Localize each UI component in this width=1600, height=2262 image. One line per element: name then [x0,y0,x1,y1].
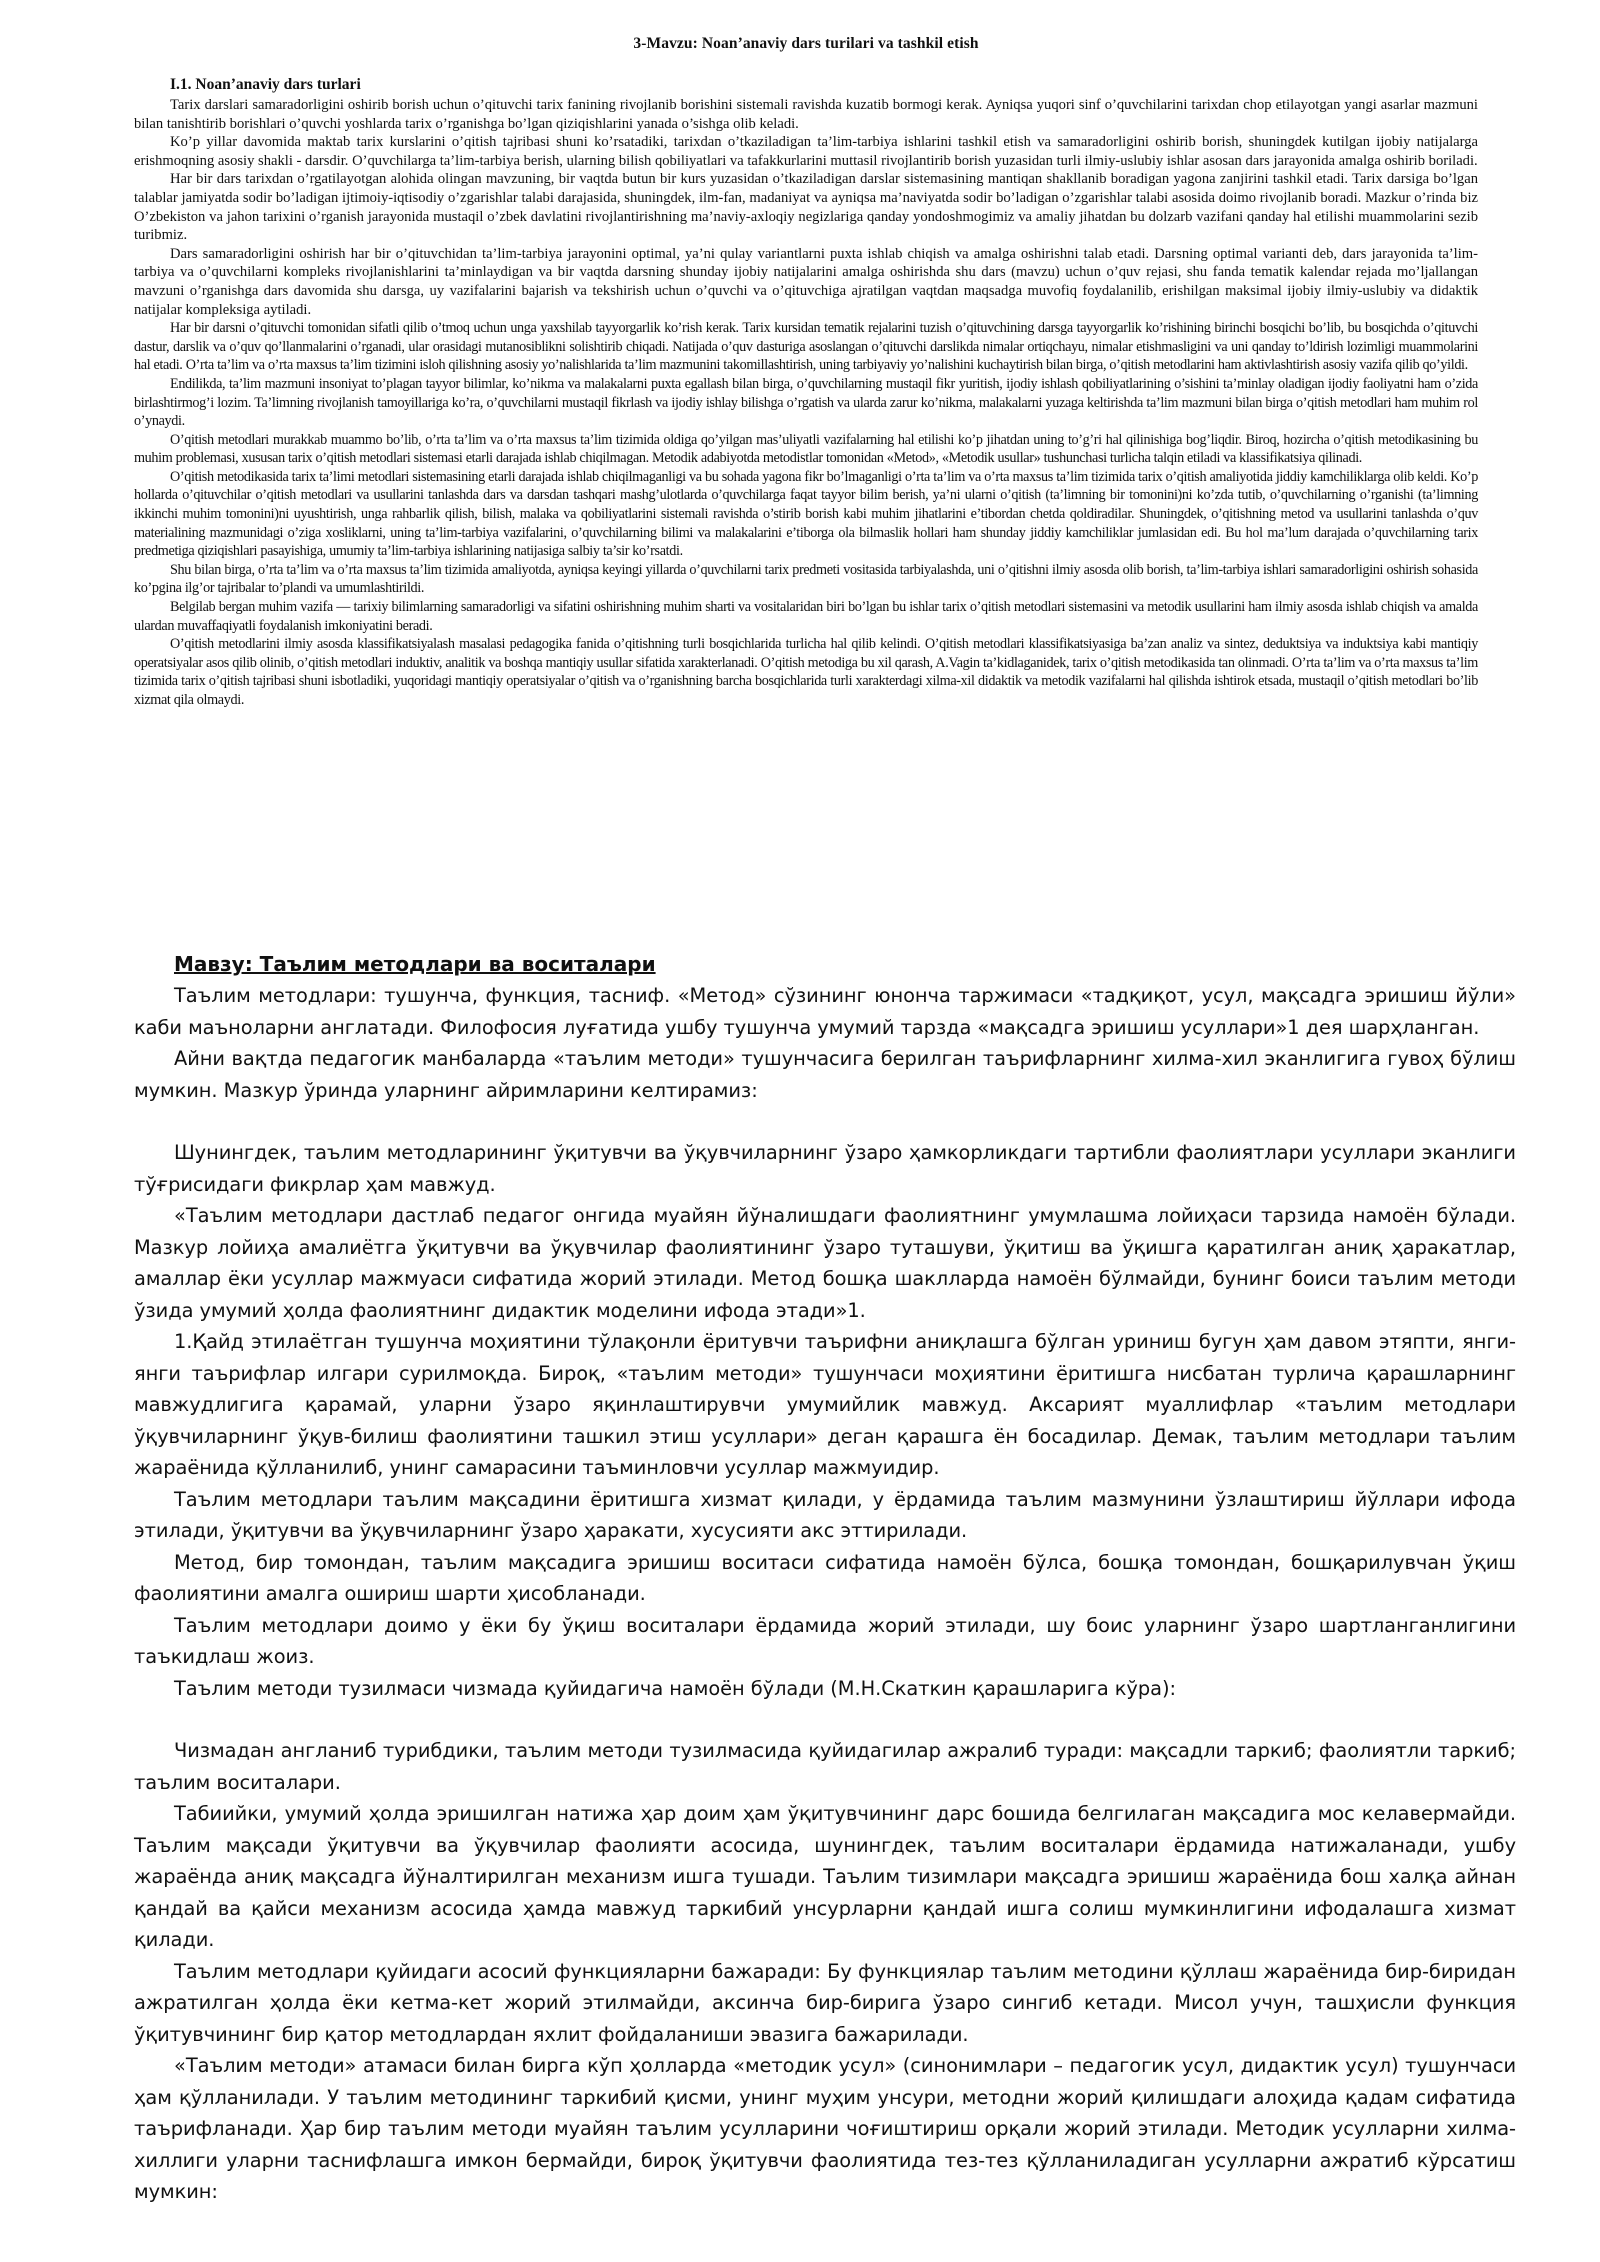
topic-heading: Мавзу: Таълим методлари ва воситалари [174,952,656,976]
blank-line [134,1106,1516,1137]
paragraph: Har bir darsni o’qituvchi tomonidan sifatli qilib o’tmoq uchun unga yaxshilab tayyorgarlik ko’rish kerak. Tarix kursidan tematik rejalarini tuzish o’qituvchining darsga tayyorgarlik ko’rishining birinchi bosqichi bo’lib, bu bosqichda o’qituvchi dastur, darslik va o’quv qo’llanmalarini o’rganadi, ular orasidagi mutanosiblikni solishtirib chiqadi. Natijada o’quv dasturiga asoslangan o’qituvchi darslikda nimalar ortiqchayu, nimalar etishmasligini va uni qanday to’ldirish lozimligi muammolarini hal etadi. O’rta ta’lim va o’rta maxsus ta’lim tizimini isloh qilishning asosiy yo’nalishlarida ta’lim mazmunini takomillashtirish, uning tarbiyaviy yo’nalishini kuchaytirish bilan birga, o’qitish metodlarini ham aktivlashtirish asosiy vazifa qilib qo’yildi. [134,320,1478,374]
section-cyrillic [134,950,1516,2208]
paragraph: Shu bilan birga, o’rta ta’lim va o’rta maxsus ta’lim tizimida amaliyotda, ayniqsa keyingi yillarda o’quvchilarni tarix predmeti vositasida tarbiyalashda, uni o’qitishni ilmiy asosda olib borish, ta’lim-tarbiya ishlari samaradorligini oshirish sohasida ko’pgina ilg’or tajribalar to’plandi va umumlashtirildi. [134,561,1478,597]
blank-line [134,1704,1516,1735]
paragraph: O’qitish metodikasida tarix ta’limi metodlari sistemasining etarli darajada ishlab chiqilmaganligi va bu sohada yagona fikr bo’lmaganligi o’rta ta’lim va o’rta maxsus ta’lim tizimida tarix o’qitish amaliyotida jiddiy kamchiliklarga olib keldi. Ko’p hollarda o’qituvchilar o’qitish metodlari va usullarini tanlashda dars va darsdan tashqari mashg’ulotlarda o’quvchilarga faqat tayyor bilim berish, ya’ni ularni o’qitish (ta’limning bir tomonini)ni ko’zda tutib, o’quvchilarning o’rganishi (ta’limning ikkinchi muhim tomonini)ni uyushtirish, unga rahbarlik qilish, bilish, malaka va qobiliyatlarini sistemali ravishda o’stirib borish kabi muhim jihatlarini e’tibordan chetda qoldiradilar. Shuningdek, o’qitishning metod va usullarini tanlashda o’quv materialining mazmunidagi o’ziga xosliklarni, uning ta’lim-tarbiya vazifalarini, o’quvchilarning bilimi va malakalarini e’tiborga ola bilmaslik hollari ham shunday jiddiy kamchiliklar jumlasidan edi. Bu hol ma’lum darajada o’quvchilarning tarix predmetiga qiziqishlari pasayishiga, umumiy ta’lim-tarbiya ishlarining natijasiga salbiy ta’sir ko’rsatdi. [134,468,1478,560]
paragraph: Метод, бир томондан, таълим мақсадига эришиш воситаси сифатида намоён бўлса, бошқа томондан, бошқарилувчан ўқиш фаолиятини амалга ошириш шарти ҳисобланади. [134,1550,1516,1605]
paragraph: O’qitish metodlari murakkab muammo bo’lib, o’rta ta’lim va o’rta maxsus ta’lim tizimida oldiga qo’yilgan mas’uliyatli vazifalarning hal etilishi ko’p jihatdan uning to’g’ri hal qilinishiga bog’liqdir. Biroq, hozircha o’qitish metodikasining bu muhim problemasi, xususan tarix o’qitish metodlari sistemasi etarli darajada ishlab chiqilmagan. Metodik adabiyotda metodistlar tomonidan «Metod», «Metodik usullar» tushunchasi turlicha talqin etiladi va klassifikatsiya qilinadi. [134,431,1478,467]
paragraph: «Таълим методлари дастлаб педагог онгида муайян йўналишдаги фаолиятнинг умумлашма лойиҳаси тарзида намоён бўлади. Мазкур лойиҳа амалиётга ўқитувчи ва ўқувчилар фаолиятининг ўзаро туташуви, ўқитиш ва ўқишга қаратилган аниқ ҳаракатлар, амаллар ёки усуллар мажмуаси сифатида жорий этилади. Метод бошқа шаклларда намоён бўлмайди, бунинг боиси таълим методи ўзида умумий ҳолда фаолиятнинг дидактик моделини ифода этади»1. [134,1204,1516,1322]
paragraph: 1.Қайд этилаётган тушунча моҳиятини тўлақонли ёритувчи таърифни аниқлашга бўлган уриниш бугун ҳам давом этяпти, янги-янги таърифлар илгари сурилмоқда. Бироқ, «таълим методи» тушунчаси моҳиятини ёритишга нисбатан турлича қарашларнинг мавжудлигига қарамай, уларни ўзаро яқинлаштирувчи умумийлик мавжуд. Аксарият муаллифлар «таълим методлари ўқувчиларнинг ўқув-билиш фаолиятини ташкил этиш усуллари» деган қарашга ён босадилар. Демак, таълим методлари таълим жараёнида қўлланилиб, унинг самарасини таъминловчи усуллар мажмуидир. [134,1330,1516,1479]
section-subheading: I.1. Noan’anaviy dars turlari [170,76,361,93]
paragraph: Чизмадан англаниб турибдики, таълим методи тузилмасида қуйидагилар ажралиб туради: мақсадли таркиб; фаолиятли таркиб; таълим воситалари. [134,1739,1516,1794]
paragraph: Belgilab bergan muhim vazifa — tarixiy bilimlarning samaradorligi va sifatini oshirishning muhim sharti va vositalaridan biri bo’lgan bu ishlar tarix o’qitish metodlari sistemasini va metodik usullarini ham ilmiy asosda ishlab chiqish va amalda ulardan muvaffaqiyatli foydalanish imkoniyatini beradi. [134,599,1478,634]
section-uzbek-latin [134,34,1478,710]
paragraph: Табиийки, умумий ҳолда эришилган натижа ҳар доим ҳам ўқитувчининг дарс бошида белгилаган мақсадига мос келавермайди. Таълим мақсади ўқитувчи ва ўқувчилар фаолияти асосида, шунингдек, таълим воситалари ёрдамида натижаланади, ушбу жараёнда аниқ мақсадга йўналтирилган механизм ишга тушади. Таълим тизимлари мақсадга эришиш жараёнида бош халқа айнан қандай ва қайси механизм асосида ҳамда мавжуд таркибий унсурларни қандай ишга солиш мумкинлигини ифодалашга хизмат қилади. [134,1802,1516,1951]
paragraph: Айни вақтда педагогик манбаларда «таълим методи» тушунчасига берилган таърифларнинг хилма-хил эканлигига гувоҳ бўлиш мумкин. Мазкур ўринда уларнинг айримларини келтирамиз: [134,1047,1516,1102]
paragraph: Dars samaradorligini oshirish har bir o’qituvchidan ta’lim-tarbiya jarayonini optimal, ya’ni qulay variantlarni puxta ishlab chiqish va amalga oshirishni talab etadi. Darsning optimal varianti deb, dars jarayonida ta’lim-tarbiya va o’quvchilarni kompleks rivojlanishlarini ta’minlaydigan va bir vaqtda darsning shunday ijobiy natijalarini amalga oshirishda shu dars (mavzu) uchun o’quv rejasi, shu fanda tematik kalendar rejada mo’ljallangan mavzuni o’rganishga dars davomida shu darsga, uy vazifalarini bajarish va tekshirish uchun o’quvchi va o’qituvchiga ajratilgan vaqtdan maqsadga muvofiq foydalanilib, erishilgan maksimal ijobiy ilmiy-uslubiy va didaktik natijalar kompleksiga aytiladi. [134,245,1478,318]
document-title: 3-Mavzu: Noan’anaviy dars turilari va tashkil etish [633,35,979,52]
paragraph: Таълим методи тузилмаси чизмада қуйидагича намоён бўлади (М.Н.Скаткин қарашларига кўра): [174,1676,1176,1700]
paragraph: «Таълим методи» атамаси билан бирга кўп ҳолларда «методик усул» (синонимлари – педагогик усул, дидактик усул) тушунчаси ҳам қўлланилади. У таълим методининг таркибий қисми, унинг муҳим унсури, методни жорий қилишдаги алоҳида қадам сифатида таърифланади. Ҳар бир таълим методи муайян таълим усулларини чоғиштириш орқали жорий этилади. Методик усулларни хилма-хиллиги уларни таснифлашга имкон бермайди, бироқ ўқитувчи фаолиятида тез-тез қўлланиладиган усулларни ажратиб кўрсатиш мумкин: [134,2054,1516,2203]
paragraph: O’qitish metodlarini ilmiy asosda klassifikatsiyalash masalasi pedagogika fanida o’qitishning turli bosqichlarida turlicha hal qilib kelindi. O’qitish metodlari klassifikatsiyasiga ba’zan analiz va sintez, deduktsiya va induktsiya kabi mantiqiy operatsiyalar asos qilib olinib, o’qitish metodlari induktiv, analitik va boshqa mantiqiy usullar sifatida xarakterlanadi. O’qitish metodiga bu xil qarash, A.Vagin ta’kidlaganidek, tarix o’qitish metodikasida tan olinmadi. O’rta ta’lim va o’rta maxsus ta’lim tizimida tarix o’qitish tajribasi shuni isbotladiki, yuqoridagi mantiqiy operatsiyalar o’qitish va o’rganishning barcha bosqichlarida turli xarakterdagi xilma-xil didaktik va metodik vazifalarni hal qilishda ishtirok etsada, mustaqil o’qitish metodlari bo’lib xizmat qila olmaydi. [134,636,1478,708]
paragraph: Таълим методлари доимо у ёки бу ўқиш воситалари ёрдамида жорий этилади, шу боис уларнинг ўзаро шартланганлигини таъкидлаш жоиз. [134,1613,1516,1668]
paragraph: Tarix darslari samaradorligini oshirib borish uchun o’qituvchi tarix fanining rivojlanib borishini sistemali ravishda kuzatib bormogi kerak. Ayniqsa yuqori sinf o’quvchilarini tarixdan chop etilayotgan yangi asarlar mazmuni bilan tanishtirib borishlari o’quvchi yoshlarda tarix o’rganishga bo’lgan qiziqishlarini yanada o’sishga olib keladi. [134,97,1478,132]
paragraph: Таълим методлари: тушунча, функция, тасниф. «Метод» сўзининг юнонча таржимаси «тадқиқот, усул, мақсадга эришиш йўли» каби маъноларни англатади. Филофосия луғатида ушбу тушунча умумий тарзда «мақсадга эришиш усуллари»1 дея шарҳланган. [134,984,1516,1039]
paragraph: Шунингдек, таълим методларининг ўқитувчи ва ўқувчиларнинг ўзаро ҳамкорликдаги тартибли фаолиятлари усуллари эканлиги тўғрисидаги фикрлар ҳам мавжуд. [134,1141,1516,1196]
paragraph: Endilikda, ta’lim mazmuni insoniyat to’plagan tayyor bilimlar, ko’nikma va malakalarni puxta egallash bilan birga, o’quvchilarning mustaqil fikr yuritish, ijodiy ishlash qobiliyatlarining o’sishini ta’minlay oladigan ijodiy faoliyatni ham o’zida birlashtirmog’i lozim. Ta’limning rivojlanish tamoyillariga ko’ra, o’quvchilarni mustaqil fikrlash va ijodiy ishlay bilishga o’rgatish va ularda zarur ko’nikma, malakalarni yuzaga keltirishda ta’lim mazmuni bilan birga o’qitish metodlari ham muhim rol o’ynaydi. [134,375,1478,430]
paragraph: Таълим методлари қуйидаги асосий функцияларни бажаради: Бу функциялар таълим методини қўллаш жараёнида бир-биридан ажратилган ҳолда ёки кетма-кет жорий этилмайди, аксинча бир-бирига ўзаро сингиб кетади. Мисол учун, ташҳисли функция ўқитувчининг бир қатор методлардан яхлит фойдаланиши эвазига бажарилади. [134,1959,1516,2046]
paragraph: Ko’p yillar davomida maktab tarix kurslarini o’qitish tajribasi shuni ko’rsatadiki, tarixdan o’tkaziladigan ta’lim-tarbiya ishlarini tashkil etish va samaradorligini oshirib borish, shuningdek kutilgan ijobiy natijalarga erishmoqning asosiy shakli - darsdir. O’quvchilarga ta’lim-tarbiya berish, ularning bilish qobiliyatlari va tafakkurlarini muttasil rivojlantirib borish yuzasidan turli ilmiy-uslubiy ishlar asosan dars jarayonida amalga oshirib boriladi. [134,134,1478,169]
paragraph: Har bir dars tarixdan o’rgatilayotgan alohida olingan mavzuning, bir vaqtda butun bir kurs yuzasidan o’tkaziladigan darslar sistemasining mantiqan shakllanib boradigan yagona zanjirini tashkil etadi. Tarix darsiga bo’lgan talablar jamiyatda sodir bo’ladigan ijtimoiy-iqtisodiy o’zgarishlar talabi darajasida, shuningdek, ilm-fan, madaniyat va ayniqsa ma’naviyatda sodir bo’ladigan o’zgarishlar talabi asosida doimo rivojlanib boradi. Mazkur o’rinda biz O’zbekiston va jahon tarixini o’rganish jarayonida mustaqil o’zbek davlatini rivojlantirishning ma’naviy-axloqiy negizlariga qanday yondoshmogimiz va amaliy jihatdan bu dolzarb vazifani qanday hal etilishi muammolarini sezib turibmiz. [134,171,1478,244]
paragraph: Таълим методлари таълим мақсадини ёритишга хизмат қилади, у ёрдамида таълим мазмунини ўзлаштириш йўллари ифода этилади, ўқитувчи ва ўқувчиларнинг ўзаро ҳаракати, хусусияти акс эттирилади. [134,1487,1516,1542]
